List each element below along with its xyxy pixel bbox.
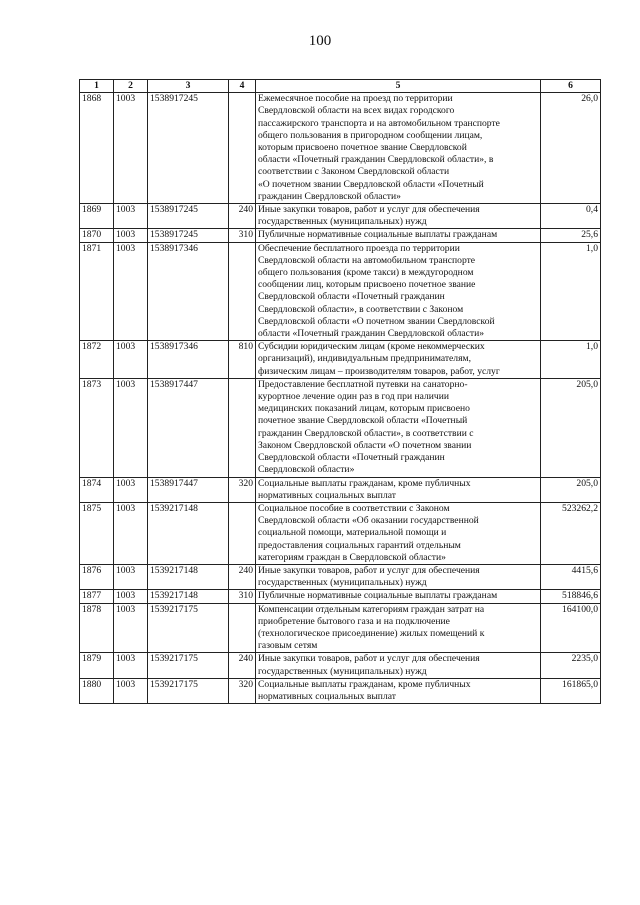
section-code: 1003: [114, 242, 148, 341]
amount: 161865,0: [541, 678, 601, 703]
table-row: [80, 341, 601, 379]
row-number: 1869: [80, 204, 114, 229]
target-code: 1538917245: [148, 204, 229, 229]
header-col-1: 1: [80, 80, 114, 93]
target-code: 1538917346: [148, 341, 229, 379]
header-row: [80, 80, 601, 93]
section-code: 1003: [114, 678, 148, 703]
expense-type: 310: [229, 229, 256, 242]
amount: 1,0: [541, 341, 601, 379]
description: Компенсации отдельным категориям граждан затрат на приобретение бытового газа и на подключение (технологическое присоединение) жилых помещений к газовым сетям: [256, 603, 541, 653]
expense-type: 320: [229, 678, 256, 703]
description: Ежемесячное пособие на проезд по территории Свердловской области на всех видах городского пассажирского транспорта и на автомобильном транспорте общего пользования в пригородном сообщении лицам, которым присвоено почетное звание Свердловской области «Почетный гражданин Свердловской области», в соответствии с Законом Свердловской области «О почетном звании Свердловской области «Почетный гражданин Свердловской области»: [256, 93, 541, 204]
expense-type: 240: [229, 564, 256, 589]
amount: 205,0: [541, 378, 601, 477]
section-code: 1003: [114, 502, 148, 564]
table-row: [80, 242, 601, 341]
table-row: [80, 93, 601, 204]
table-row: [80, 204, 601, 229]
row-number: 1880: [80, 678, 114, 703]
expense-type: [229, 378, 256, 477]
description: Субсидии юридическим лицам (кроме некоммерческих организаций), индивидуальным предпринимателям, физическим лицам – производителям товаров, работ, услуг: [256, 341, 541, 379]
header-col-6: 6: [541, 80, 601, 93]
target-code: 1539217175: [148, 653, 229, 678]
target-code: 1538917245: [148, 229, 229, 242]
target-code: 1538917447: [148, 378, 229, 477]
target-code: 1539217148: [148, 590, 229, 603]
table-row: [80, 229, 601, 242]
section-code: 1003: [114, 378, 148, 477]
description: Предоставление бесплатной путевки на санаторно- курортное лечение один раз в год при наличии медицинских показаний лицам, которым присвоено почетное звание Свердловской области «Почетный гражданин Свердловской области», в соответствии с Законом Свердловской области «О почетном звании Свердловской области «Почетный гражданин Свердловской области»: [256, 378, 541, 477]
section-code: 1003: [114, 477, 148, 502]
row-number: 1879: [80, 653, 114, 678]
section-code: 1003: [114, 603, 148, 653]
header-col-2: 2: [114, 80, 148, 93]
expense-type: [229, 93, 256, 204]
target-code: 1539217148: [148, 564, 229, 589]
description: Иные закупки товаров, работ и услуг для обеспечения государственных (муниципальных) нужд: [256, 204, 541, 229]
expense-type: 240: [229, 653, 256, 678]
row-number: 1875: [80, 502, 114, 564]
table-row: [80, 564, 601, 589]
row-number: 1872: [80, 341, 114, 379]
target-code: 1539217175: [148, 603, 229, 653]
expense-type: [229, 242, 256, 341]
amount: 523262,2: [541, 502, 601, 564]
expense-type: 240: [229, 204, 256, 229]
page-number: 100: [308, 33, 332, 49]
section-code: 1003: [114, 93, 148, 204]
row-number: 1870: [80, 229, 114, 242]
description: Иные закупки товаров, работ и услуг для обеспечения государственных (муниципальных) нужд: [256, 653, 541, 678]
expense-type: 320: [229, 477, 256, 502]
target-code: 1539217175: [148, 678, 229, 703]
table-row: [80, 502, 601, 564]
target-code: 1538917245: [148, 93, 229, 204]
header-col-3: 3: [148, 80, 229, 93]
target-code: 1538917447: [148, 477, 229, 502]
header-col-5: 5: [256, 80, 541, 93]
section-code: 1003: [114, 590, 148, 603]
section-code: 1003: [114, 653, 148, 678]
amount: 518846,6: [541, 590, 601, 603]
section-code: 1003: [114, 564, 148, 589]
table-row: [80, 603, 601, 653]
description: Социальные выплаты гражданам, кроме публичных нормативных социальных выплат: [256, 477, 541, 502]
row-number: 1873: [80, 378, 114, 477]
table-header: [80, 80, 601, 93]
description: Социальное пособие в соответствии с Законом Свердловской области «Об оказании государственной социальной помощи, материальной помощи и предоставления социальных гарантий отдельным категориям граждан в Свердловской области»: [256, 502, 541, 564]
section-code: 1003: [114, 341, 148, 379]
row-number: 1871: [80, 242, 114, 341]
amount: 2235,0: [541, 653, 601, 678]
amount: 205,0: [541, 477, 601, 502]
expense-type: 810: [229, 341, 256, 379]
table-row: [80, 590, 601, 603]
amount: 164100,0: [541, 603, 601, 653]
section-code: 1003: [114, 229, 148, 242]
section-code: 1003: [114, 204, 148, 229]
table-row: [80, 477, 601, 502]
description: Иные закупки товаров, работ и услуг для обеспечения государственных (муниципальных) нужд: [256, 564, 541, 589]
amount: 0,4: [541, 204, 601, 229]
target-code: 1538917346: [148, 242, 229, 341]
table-row: [80, 678, 601, 703]
description: Публичные нормативные социальные выплаты гражданам: [256, 590, 541, 603]
expense-type: [229, 502, 256, 564]
row-number: 1878: [80, 603, 114, 653]
budget-table: [79, 79, 601, 704]
description: Публичные нормативные социальные выплаты гражданам: [256, 229, 541, 242]
description: Социальные выплаты гражданам, кроме публичных нормативных социальных выплат: [256, 678, 541, 703]
row-number: 1874: [80, 477, 114, 502]
table-row: [80, 653, 601, 678]
row-number: 1876: [80, 564, 114, 589]
expense-type: [229, 603, 256, 653]
amount: 25,6: [541, 229, 601, 242]
amount: 4415,6: [541, 564, 601, 589]
amount: 26,0: [541, 93, 601, 204]
table-row: [80, 378, 601, 477]
description: Обеспечение бесплатного проезда по территории Свердловской области на автомобильном транспорте общего пользования (кроме такси) в междугородном сообщении лиц, которым присвоено почетное звание Свердловской области «Почетный гражданин Свердловской области», в соответствии с Законом Свердловской области «О почетном звании Свердловской области «Почетный гражданин Свердловской области»: [256, 242, 541, 341]
target-code: 1539217148: [148, 502, 229, 564]
table-body: [80, 93, 601, 704]
expense-type: 310: [229, 590, 256, 603]
row-number: 1868: [80, 93, 114, 204]
row-number: 1877: [80, 590, 114, 603]
amount: 1,0: [541, 242, 601, 341]
header-col-4: 4: [229, 80, 256, 93]
